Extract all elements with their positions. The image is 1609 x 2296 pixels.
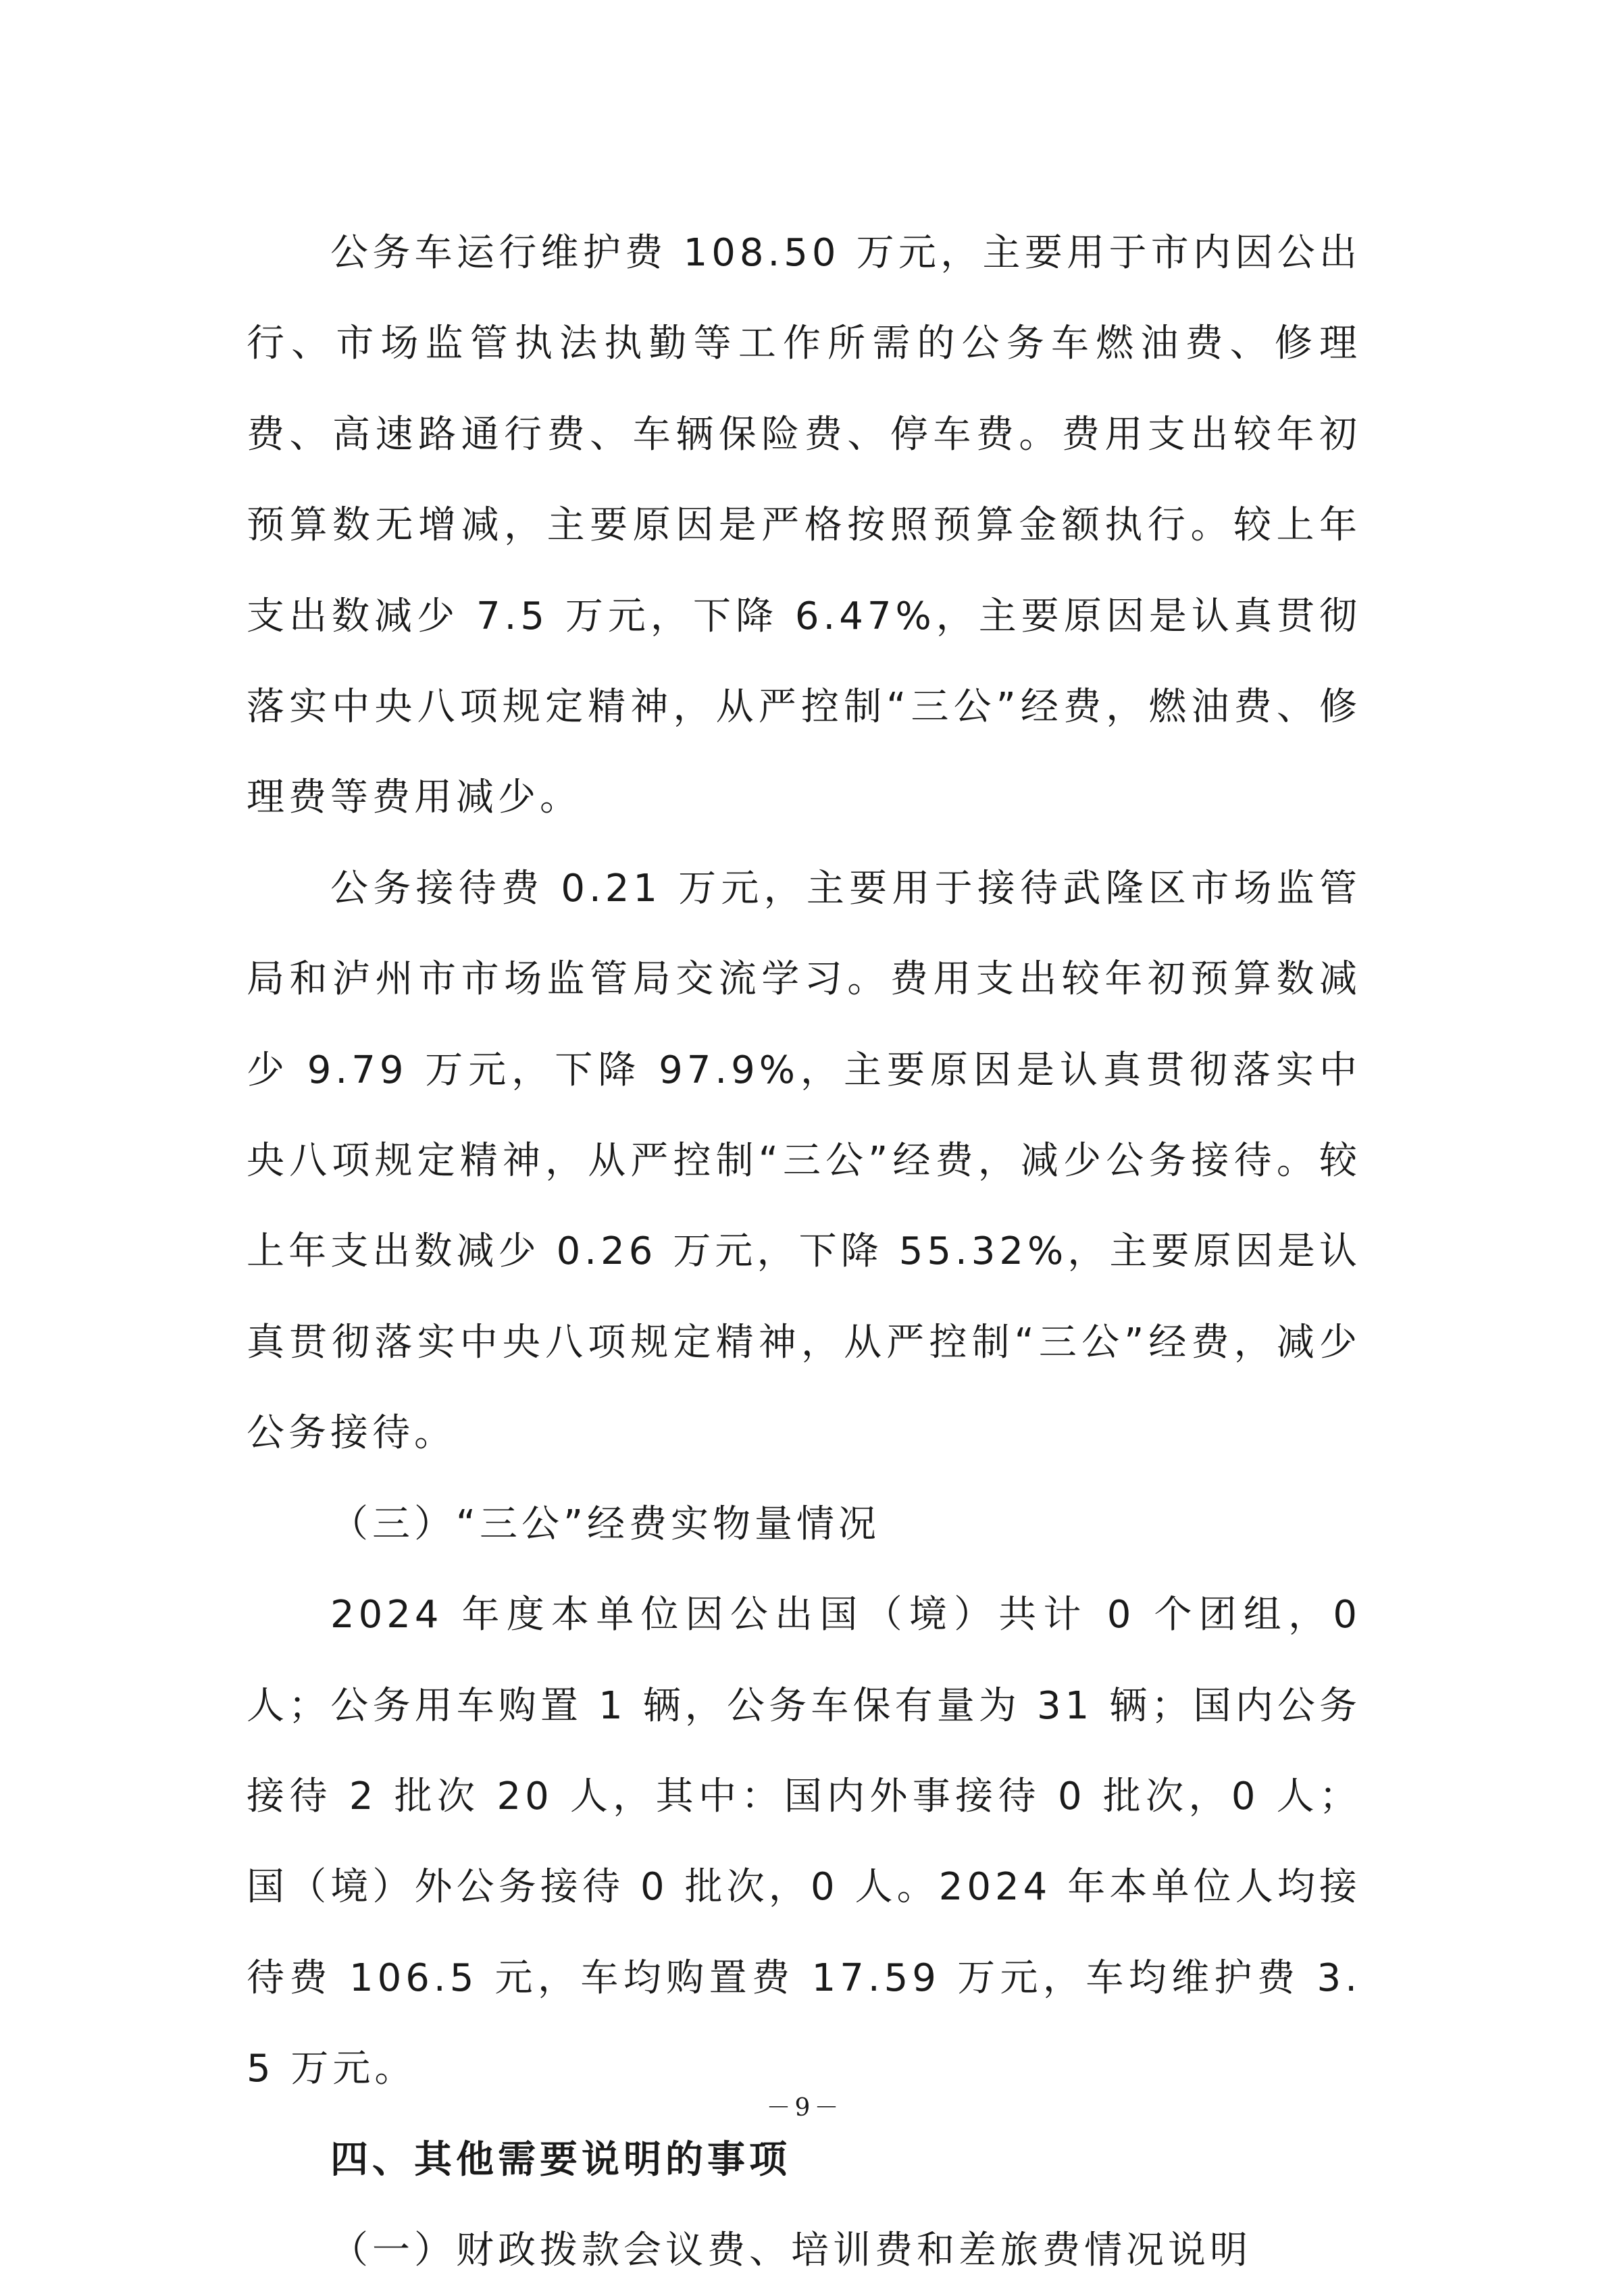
paragraph-official-reception: 公务接待费 0.21 万元，主要用于接待武隆区市场监管局和泸州市市场监管局交流学习。费用支出较年初预算数减少 9.79 万元，下降 97.9%，主要原因是认真贯彻落实中央八项规定精神，从严控制“三公”经费，减少公务接待。较上年支出数减少 0.26 万元，下降 55.32%，主要原因是认真贯彻落实中央八项规定精神，从严控制“三公”经费，减少公务接待。	[247, 866, 1361, 1456]
chapter-heading-other-matters: 四、其他需要说明的事项	[330, 2137, 791, 2182]
paragraph-physical-quantities: 2024 年度本单位因公出国（境）共计 0 个团组，0 人；公务用车购置 1 辆，公务车保有量为 31 辆；国内公务接待 2 批次 20 人，其中：国内外事接待 0 批次，0 人；国（境）外公务接待 0 批次，0 人。2024 年本单位人均接待费 106.5 元，车均购置费 17.59 万元，车均维护费 3.5 万元。	[247, 1593, 1361, 2091]
paragraph-vehicle-maintenance: 公务车运行维护费 108.50 万元，主要用于市内因公出行、市场监管执法执勤等工作所需的公务车燃油费、修理费、高速路通行费、车辆保险费、停车费。费用支出较年初预算数无增减，主要原因是严格按照预算金额执行。较上年支出数减少 7.5 万元，下降 6.47%，主要原因是认真贯彻落实中央八项规定精神，从严控制“三公”经费，燃油费、修理费等费用减少。	[247, 231, 1361, 820]
document-body	[247, 208, 1361, 2296]
page-number: －9－	[766, 2094, 843, 2122]
sub-heading-meeting-training-travel: （一）财政拨款会议费、培训费和差旅费情况说明	[330, 2228, 1252, 2272]
section-heading-three-public: （三）“三公”经费实物量情况	[330, 1502, 881, 1546]
